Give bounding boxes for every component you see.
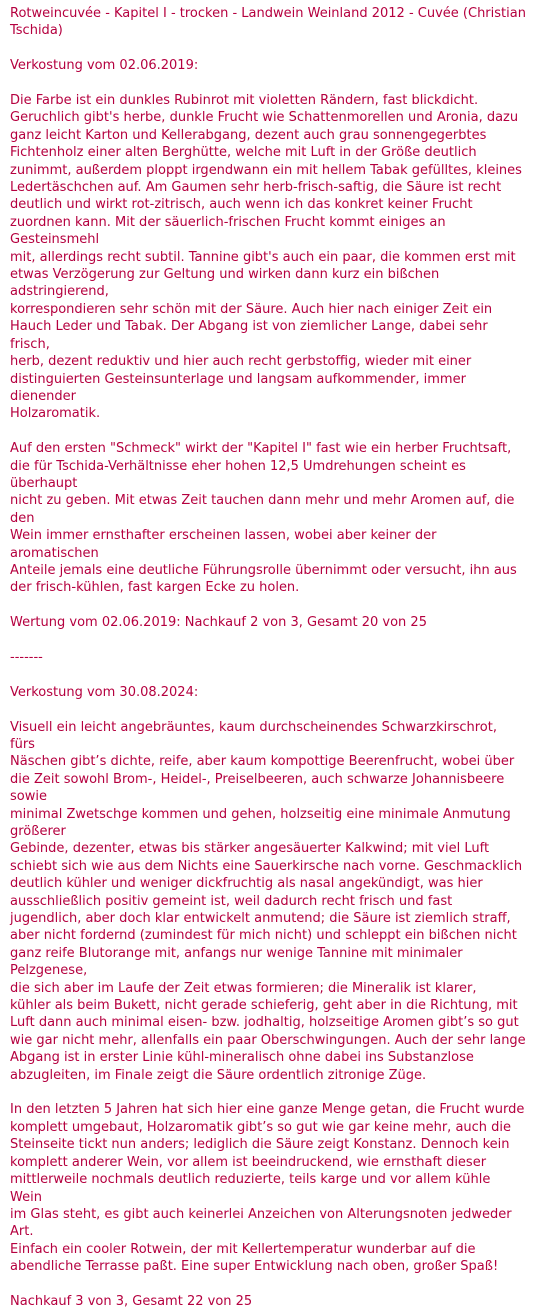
tasting-1-rating: Wertung vom 02.06.2019: Nachkauf 2 von 3, Gesamt 20 von 25 <box>10 615 427 631</box>
tasting-1-paragraph-1: Die Farbe ist ein dunkles Rubinrot mit violetten Rändern, fast blickdicht. Geruchlich gibt's herbe, dunkle Frucht wie Schattenmorellen und Aronia, dazu ganz leicht Karton und Kellerabgang, dezent auch grau sonnengegerbtes Fichtenholz einer alten Berghütte, welche mit Luft in der Größe deutlich zunimmt, außerdem ploppt irgendwann ein mit hellem Tabak gefülltes, kleines Ledertäschchen auf. Am Gaumen sehr herb-frisch-saftig, die Säure ist recht deutlich und wirkt rot-zitrisch, auch wenn ich das konkret keiner Frucht zuordnen kann. Mit der säuerlich-frischen Frucht kommt einiges an Gesteinsmehl mit, allerdings recht subtil. Tannine gibt's auch ein paar, die kommen erst mit etwas Verzögerung zur Geltung und wirken dann kurz ein bißchen adstringierend, korrespondieren sehr schön mit der Säure. Auch hier nach einiger Zeit ein Hauch Leder und Tabak. Der Abgang ist von ziemlicher Lange, dabei sehr frisch, herb, dezent reduktiv und hier auch recht gerbstoffig, wieder mit einer distinguierten Gesteinsunterlage und langsam aufkommender, immer dienender Holzaromatik. <box>10 93 522 422</box>
tasting-1-heading: Verkostung vom 02.06.2019: <box>10 58 199 74</box>
wine-review-post <box>10 5 526 1310</box>
tasting-1-paragraph-2: Auf den ersten "Schmeck" wirkt der "Kapitel I" fast wie ein herber Fruchtsaft, die für Tschida-Verhältnisse eher hohen 12,5 Umdrehungen scheint es überhaupt nicht zu geben. Mit etwas Zeit tauchen dann mehr und mehr Aromen auf, die den Wein immer ernsthafter erscheinen lassen, wobei aber keiner der aromatischen Anteile jemals eine deutliche Führungsrolle übernimmt oder versucht, ihn aus der frisch-kühlen, fast kargen Ecke zu holen. <box>10 441 517 596</box>
tasting-2-paragraph-2: In den letzten 5 Jahren hat sich hier eine ganze Menge getan, die Frucht wurde komplett umgebaut, Holzaromatik gibt’s so gut wie gar keine mehr, auch die Steinseite tickt nun anders; lediglich die Säure zeigt Konstanz. Dennoch kein komplett anderer Wein, vor allem ist beeindruckend, wie ernsthaft dieser mittlerweile nochmals deutlich reduzierte, teils karge und vor allem kühle Wein im Glas steht, es gibt auch keinerlei Anzeichen von Alterungsnoten jedweder Art. Einfach ein cooler Rotwein, der mit Kellertemperatur wunderbar auf die abendliche Terrasse paßt. Eine super Entwicklung nach oben, großer Spaß! <box>10 1102 525 1275</box>
tasting-2-heading: Verkostung vom 30.08.2024: <box>10 684 199 700</box>
tasting-2-rating: Nachkauf 3 von 3, Gesamt 22 von 25 <box>10 1293 253 1309</box>
section-separator: ------- <box>10 649 43 665</box>
tasting-2-paragraph-1: Visuell ein leicht angebräuntes, kaum durchscheinendes Schwarzkirschrot, fürs Näschen gibt’s dichte, reife, aber kaum kompottige Beerenfrucht, wobei über die Zeit sowohl Brom-, Heidel-, Preiselbeeren, auch schwarze Johannisbeere sowie minimal Zwetschge kommen und gehen, holzseitig eine minimale Anmutung größerer Gebinde, dezenter, etwas bis stärker angesäuerter Kalkwind; mit viel Luft schiebt sich wie aus dem Nichts eine Sauerkirsche nach vorne. Geschmacklich deutlich kühler und weniger dickfruchtig als nasal angekündigt, was hier ausschließlich positiv gemeint ist, weil dadurch recht frisch und fast jugendlich, aber doch klar entwickelt anmutend; die Säure ist ziemlich straff, aber nicht fordernd (zumindest für mich nicht) und schleppt ein bißchen nicht ganz reife Blutorange mit, anfangs nur wenige Tannine mit minimaler Pelzgenese, die sich aber im Laufe der Zeit etwas formieren; die Mineralik ist klarer, kühler als beim Bukett, nicht gerade schieferig, geht aber in die Richtung, mit Luft dann auch minimal eisen- bzw. jodhaltig, holzseitige Aromen gibt’s so gut wie gar nicht mehr, allenfalls ein paar Oberschwingungen. Auch der sehr lange Abgang ist in erster Linie kühl-mineralisch ohne dabei ins Substanzlose abzugleiten, im Finale zeigt die Säure ordentlich zitronige Züge. <box>10 719 526 1083</box>
post-title: Rotweincuvée - Kapitel I - trocken - Landwein Weinland 2012 - Cuvée (Christian Tschida) <box>10 6 526 39</box>
